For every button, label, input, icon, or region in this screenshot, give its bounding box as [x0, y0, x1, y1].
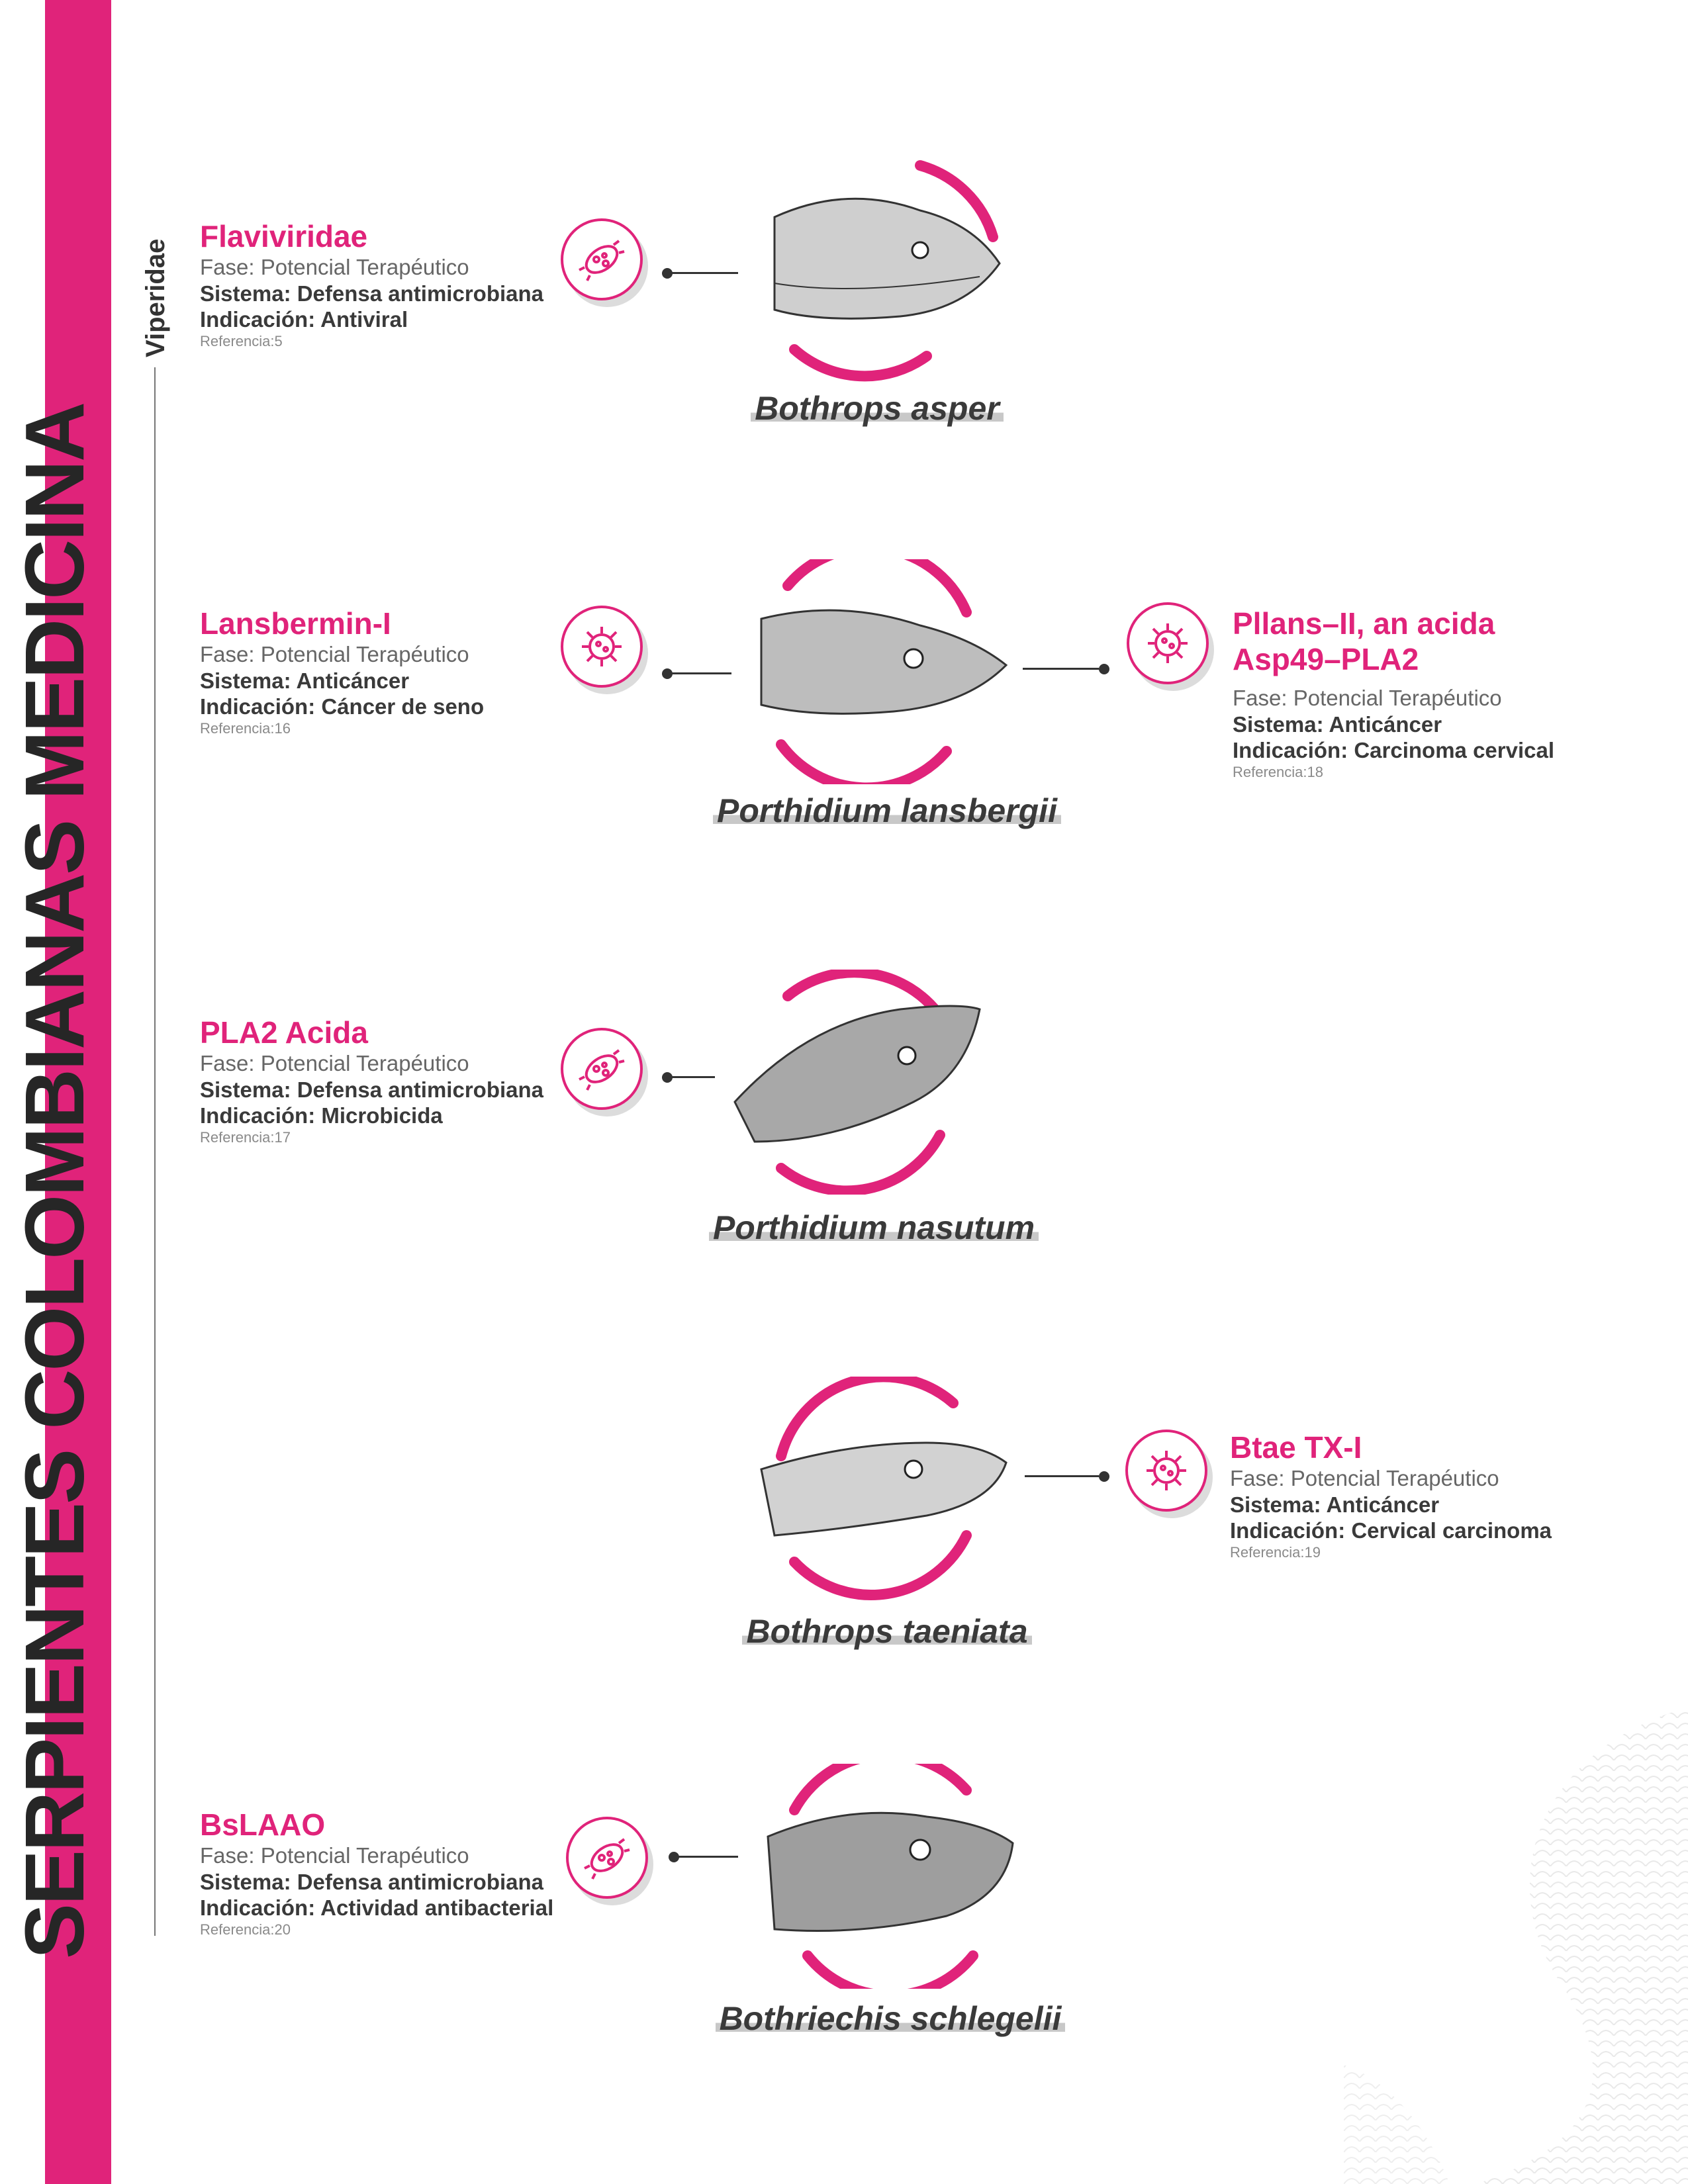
- snake-figure-porthidium-nasutum: [728, 970, 993, 1195]
- connector-line: [675, 1856, 738, 1858]
- entry-reference: Referencia:5: [200, 333, 283, 349]
- entry-reference: Referencia:16: [200, 720, 291, 737]
- entry-indication: Indicación: Cervical carcinoma: [1230, 1518, 1552, 1543]
- connector-line: [669, 672, 731, 674]
- entry-title: Lansbermin-I: [200, 606, 391, 641]
- connector-dot: [1099, 1471, 1109, 1482]
- species-label: Bothrops asper: [645, 388, 1109, 428]
- connector-line: [669, 1076, 715, 1078]
- connector-dot: [1099, 664, 1109, 674]
- snake-figure-porthidium-lansbergii: [748, 559, 1013, 784]
- entry-indication: Indicación: Cáncer de seno: [200, 694, 485, 719]
- connector-line: [1025, 1475, 1099, 1477]
- entry-title: PLA2 Acida: [200, 1015, 368, 1050]
- entry-system: Sistema: Defensa antimicrobiana: [200, 281, 544, 306]
- snake-figure-bothrops-asper: [755, 158, 1019, 383]
- entry-btae: [1230, 1430, 1601, 1561]
- page-title: SERPIENTES COLOMBIANAS MEDICINA: [8, 403, 101, 1959]
- entry-reference: Referencia:19: [1230, 1544, 1321, 1561]
- entry-system: Sistema: Defensa antimicrobiana: [200, 1870, 544, 1894]
- entry-phase: Fase: Potencial Terapéutico: [200, 1051, 469, 1075]
- species-label: Porthidium nasutum: [642, 1208, 1105, 1248]
- entry-pllans: [1233, 606, 1603, 781]
- entry-phase: Fase: Potencial Terapéutico: [200, 642, 469, 666]
- species-label: Porthidium lansbergii: [655, 791, 1119, 831]
- bacteria-icon: [566, 1817, 653, 1904]
- connector-line: [669, 272, 738, 274]
- bacteria-icon: [561, 1028, 648, 1115]
- entry-system: Sistema: Defensa antimicrobiana: [200, 1077, 544, 1102]
- snake-scale-watermark: [1344, 1707, 1688, 2184]
- virus-cell-icon: [1127, 602, 1214, 690]
- entry-phase: Fase: Potencial Terapéutico: [200, 1843, 469, 1868]
- species-label: Bothriechis schlegelii: [659, 1999, 1122, 2038]
- family-label: Viperidae: [141, 238, 170, 357]
- entry-reference: Referencia:20: [200, 1921, 291, 1938]
- entry-system: Sistema: Anticáncer: [1233, 712, 1442, 737]
- entry-indication: Indicación: Actividad antibacterial: [200, 1895, 554, 1920]
- entry-indication: Indicación: Carcinoma cervical: [1233, 738, 1555, 762]
- entry-bslaao: [200, 1807, 571, 1938]
- entry-phase: Fase: Potencial Terapéutico: [1230, 1466, 1499, 1490]
- entry-flaviviridae: [200, 218, 571, 350]
- family-divider: [154, 367, 156, 1936]
- entry-indication: Indicación: Microbicida: [200, 1103, 443, 1128]
- entry-title: BsLAAO: [200, 1807, 326, 1842]
- snake-figure-bothriechis-schlegelii: [755, 1764, 1019, 1989]
- entry-reference: Referencia:17: [200, 1129, 291, 1146]
- virus-cell-icon: [1125, 1430, 1213, 1517]
- entry-phase: Fase: Potencial Terapéutico: [1233, 686, 1502, 710]
- entry-title: Flaviviridae: [200, 219, 368, 253]
- entry-phase: Fase: Potencial Terapéutico: [200, 255, 469, 279]
- entry-lansbermin: [200, 606, 571, 737]
- entry-title: Btae TX-I: [1230, 1430, 1362, 1465]
- entry-pla2-acida: [200, 1015, 571, 1146]
- entry-title: Pllans–II, an acida: [1233, 606, 1495, 641]
- snake-figure-bothrops-taeniata: [755, 1377, 1019, 1602]
- entry-system: Sistema: Anticáncer: [1230, 1492, 1440, 1517]
- entry-system: Sistema: Anticáncer: [200, 668, 410, 693]
- entry-reference: Referencia:18: [1233, 764, 1323, 780]
- species-label: Bothrops taeniata: [655, 1612, 1119, 1651]
- bacteria-icon: [561, 218, 648, 306]
- entry-indication: Indicación: Antiviral: [200, 307, 408, 332]
- entry-title-line2: Asp49–PLA2: [1233, 642, 1419, 676]
- connector-line: [1023, 668, 1099, 670]
- virus-cell-icon: [561, 606, 648, 693]
